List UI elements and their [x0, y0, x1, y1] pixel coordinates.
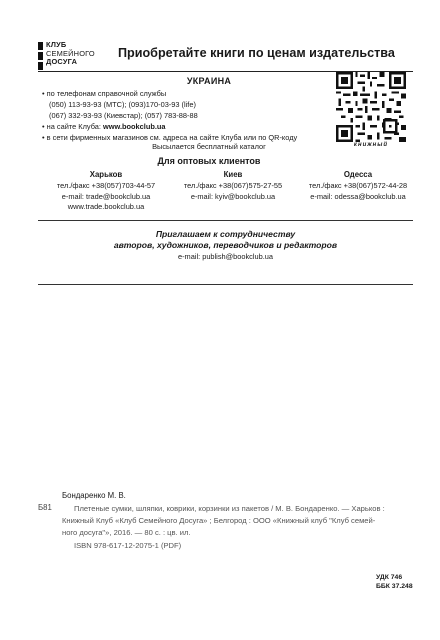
- ukraine-contact-list: [42, 88, 297, 143]
- city-phone: тел./факс +38(067)575-27-55: [183, 180, 283, 190]
- city-website[interactable]: www.trade.bookclub.ua: [67, 202, 145, 212]
- city-name: Харьков: [89, 170, 123, 179]
- qr-code-icon[interactable]: [336, 72, 406, 142]
- city-name: Одесса: [343, 170, 373, 179]
- book-author: Бондаренко М. В.: [62, 491, 126, 500]
- city-name: Киев: [223, 170, 243, 179]
- city-contact-kharkiv: [46, 170, 166, 213]
- city-contact-odesa: [294, 170, 422, 202]
- catalog-code: Б81: [38, 503, 52, 512]
- list-item-text: в сети фирменных магазинов см. адреса на сайте Клуба или по QR-коду: [46, 133, 298, 142]
- bullet: •: [42, 133, 45, 142]
- logo-line: КЛУБ: [46, 40, 67, 49]
- list-item-text: на сайте Клуба:: [46, 122, 103, 131]
- book-description: [62, 503, 420, 539]
- bullet: •: [42, 122, 45, 131]
- isbn: ISBN 978-617-12-2075-1 (PDF): [74, 541, 182, 550]
- city-phone: тел./факс +38(067)572-44-28: [308, 180, 408, 190]
- classification-codes: [376, 574, 413, 591]
- description-line: ного досуга"», 2016. — 80 с. : цв. ил.: [62, 528, 191, 537]
- udk-code: УДК 746: [376, 574, 403, 581]
- city-phone: тел./факс +38(057)703-44-57: [56, 180, 156, 190]
- logo-line: ДОСУГА: [46, 57, 78, 67]
- qr-caption: книжный: [353, 142, 389, 148]
- publisher-logo: [38, 42, 94, 70]
- section-divider: [38, 284, 413, 285]
- bbk-code: ББК 37.248: [376, 582, 413, 590]
- list-item: [42, 88, 297, 99]
- list-item: [42, 99, 297, 110]
- description-line: Книжный Клуб «Клуб Семейного Досуга» ; Белгород : ООО «Книжный клуб "Клуб семей-: [62, 516, 376, 525]
- description-line: Плетеные сумки, шляпки, коврики, корзинки из пакетов / М. В. Бондаренко. — Харьков :: [74, 504, 385, 513]
- city-email[interactable]: e-mail: kyiv@bookclub.ua: [190, 191, 276, 201]
- list-item-text: по телефонам справочной службы: [46, 89, 167, 98]
- logo-text: [46, 41, 95, 67]
- collaboration-invite: [38, 229, 413, 252]
- invite-email[interactable]: e-mail: publish@bookclub.ua: [177, 252, 273, 261]
- club-website-link[interactable]: www.bookclub.ua: [102, 122, 166, 131]
- list-item-text: (050) 113-93-93 (МТС); (093)170-03-93 (life): [49, 100, 196, 109]
- invite-line: авторов, художников, переводчиков и редакторов: [113, 240, 338, 251]
- logo-mark-icon: [38, 42, 43, 70]
- wholesale-title: Для оптовых клиентов: [157, 156, 261, 166]
- list-item: [42, 110, 297, 121]
- ukraine-title: УКРАИНА: [186, 76, 232, 86]
- city-email[interactable]: e-mail: trade@bookclub.ua: [61, 191, 151, 201]
- invite-line: Приглашаем к сотрудничеству: [155, 229, 296, 239]
- bullet: •: [42, 89, 45, 98]
- header-title: Приобретайте книги по ценам издательства: [118, 46, 395, 60]
- list-item: [42, 121, 297, 132]
- city-contact-kyiv: [173, 170, 293, 202]
- city-email[interactable]: e-mail: odessa@bookclub.ua: [310, 191, 406, 201]
- section-divider: [38, 220, 413, 221]
- logo-line: СЕМЕЙНОГО: [46, 48, 95, 58]
- free-catalog-note: Высылается бесплатный каталог: [152, 142, 266, 151]
- list-item-text: (067) 332-93-93 (Киевстар); (057) 783-88-88: [49, 111, 198, 120]
